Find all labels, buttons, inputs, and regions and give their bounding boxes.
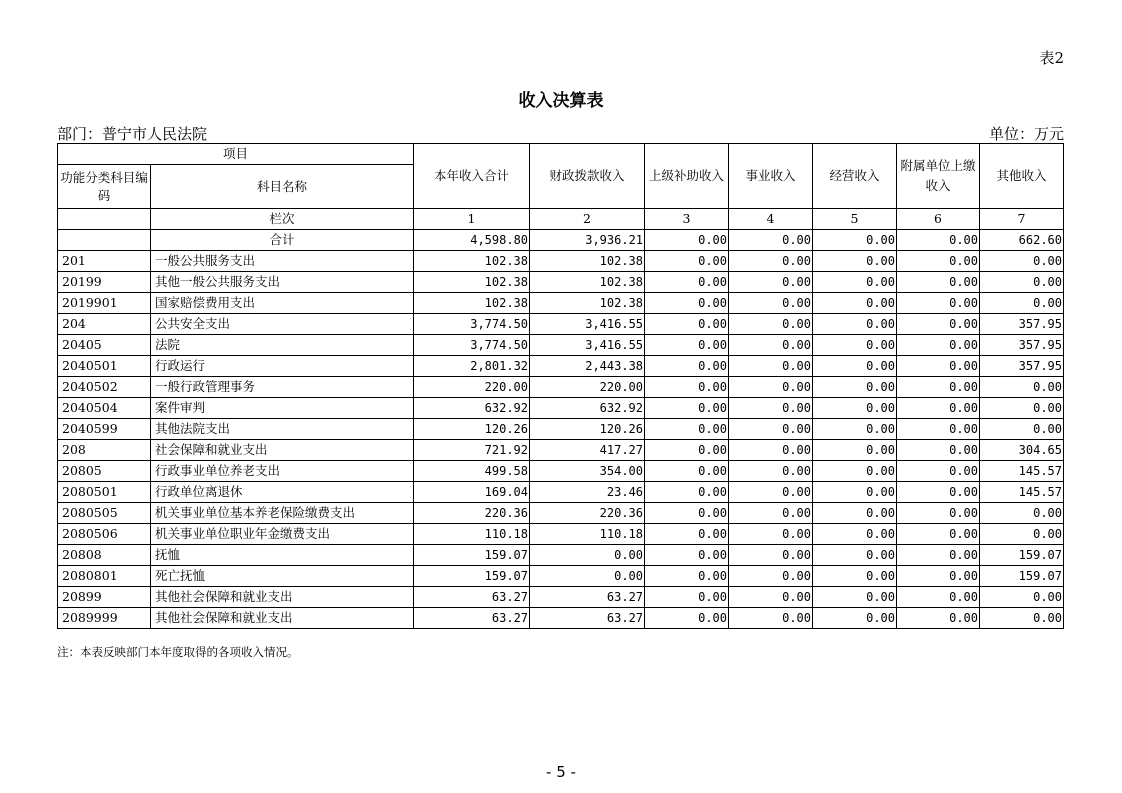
header-total: 本年收入合计 — [414, 144, 530, 209]
row-value: 0.00 — [897, 377, 980, 398]
row-value: 0.00 — [645, 524, 729, 545]
header-subsidy: 上级补助收入 — [645, 144, 729, 209]
row-code: 20199 — [58, 272, 151, 293]
row-code: 2080801 — [58, 566, 151, 587]
row-value: 145.57 — [980, 461, 1064, 482]
row-value: 499.58 — [414, 461, 530, 482]
row-value: 3,774.50 — [414, 314, 530, 335]
row-value: 0.00 — [980, 608, 1064, 629]
row-value: 0.00 — [813, 272, 897, 293]
row-value: 0.00 — [729, 440, 813, 461]
row-value: 0.00 — [897, 251, 980, 272]
row-value: 0.00 — [897, 293, 980, 314]
row-value: 0.00 — [813, 482, 897, 503]
column-number: 5 — [813, 209, 897, 230]
table-row — [58, 314, 1064, 335]
total-value: 0.00 — [729, 230, 813, 251]
row-value: 304.65 — [980, 440, 1064, 461]
total-value: 3,936.21 — [530, 230, 645, 251]
row-value: 0.00 — [813, 503, 897, 524]
row-value: 0.00 — [980, 503, 1064, 524]
row-value: 0.00 — [813, 440, 897, 461]
row-value: 0.00 — [645, 419, 729, 440]
row-value: 159.07 — [980, 566, 1064, 587]
row-code: 20899 — [58, 587, 151, 608]
row-name: 行政事业单位养老支出 — [151, 461, 414, 482]
row-name: 一般公共服务支出 — [151, 251, 414, 272]
row-value: 0.00 — [729, 293, 813, 314]
row-value: 0.00 — [897, 503, 980, 524]
table-number: 表2 — [1039, 49, 1064, 67]
row-value: 357.95 — [980, 314, 1064, 335]
row-value: 3,416.55 — [530, 335, 645, 356]
table-row — [58, 503, 1064, 524]
total-value: 0.00 — [897, 230, 980, 251]
lanci-blank — [58, 209, 151, 230]
table-note: 注：本表反映部门本年度取得的各项收入情况。 — [57, 645, 299, 659]
table-row — [58, 545, 1064, 566]
header-name: 科目名称 — [151, 165, 414, 209]
row-value: 0.00 — [897, 461, 980, 482]
row-name: 其他社会保障和就业支出 — [151, 608, 414, 629]
column-number: 6 — [897, 209, 980, 230]
row-code: 2089999 — [58, 608, 151, 629]
row-value: 0.00 — [645, 251, 729, 272]
header-fiscal: 财政拨款收入 — [530, 144, 645, 209]
row-value: 0.00 — [645, 356, 729, 377]
row-code: 2080501 — [58, 482, 151, 503]
row-name: 一般行政管理事务 — [151, 377, 414, 398]
row-value: 0.00 — [729, 377, 813, 398]
row-value: 0.00 — [645, 440, 729, 461]
row-value: 0.00 — [645, 398, 729, 419]
row-value: 0.00 — [729, 314, 813, 335]
total-label: 合计 — [151, 230, 414, 251]
row-value: 0.00 — [813, 545, 897, 566]
unit-label: 单位：万元 — [988, 125, 1064, 143]
row-value: 0.00 — [813, 335, 897, 356]
row-code: 2040501 — [58, 356, 151, 377]
row-value: 354.00 — [530, 461, 645, 482]
row-value: 0.00 — [645, 608, 729, 629]
table-row — [58, 251, 1064, 272]
row-value: 120.26 — [530, 419, 645, 440]
row-name: 机关事业单位职业年金缴费支出 — [151, 524, 414, 545]
row-value: 0.00 — [813, 608, 897, 629]
row-value: 63.27 — [414, 608, 530, 629]
row-name: 行政单位离退休 — [151, 482, 414, 503]
header-code: 功能分类科目编码 — [58, 165, 151, 209]
table-row — [58, 335, 1064, 356]
row-value: 0.00 — [897, 272, 980, 293]
row-code: 20805 — [58, 461, 151, 482]
row-value: 357.95 — [980, 356, 1064, 377]
row-value: 417.27 — [530, 440, 645, 461]
row-value: 632.92 — [530, 398, 645, 419]
row-code: 2080505 — [58, 503, 151, 524]
column-number: 2 — [530, 209, 645, 230]
row-value: 102.38 — [530, 293, 645, 314]
row-value: 120.26 — [414, 419, 530, 440]
row-name: 抚恤 — [151, 545, 414, 566]
row-value: 0.00 — [813, 314, 897, 335]
row-value: 0.00 — [897, 545, 980, 566]
row-value: 0.00 — [729, 398, 813, 419]
row-value: 2,443.38 — [530, 356, 645, 377]
row-value: 63.27 — [530, 608, 645, 629]
row-value: 0.00 — [530, 566, 645, 587]
row-name: 机关事业单位基本养老保险缴费支出 — [151, 503, 414, 524]
row-value: 0.00 — [729, 482, 813, 503]
row-value: 0.00 — [897, 524, 980, 545]
row-value: 63.27 — [530, 587, 645, 608]
row-value: 0.00 — [530, 545, 645, 566]
row-value: 0.00 — [729, 566, 813, 587]
row-value: 3,416.55 — [530, 314, 645, 335]
row-value: 0.00 — [813, 524, 897, 545]
row-value: 0.00 — [897, 566, 980, 587]
row-value: 102.38 — [414, 251, 530, 272]
table-row — [58, 398, 1064, 419]
row-code: 20808 — [58, 545, 151, 566]
row-code: 204 — [58, 314, 151, 335]
row-code: 208 — [58, 440, 151, 461]
row-value: 0.00 — [729, 251, 813, 272]
row-value: 159.07 — [980, 545, 1064, 566]
row-value: 102.38 — [530, 251, 645, 272]
table-row — [58, 440, 1064, 461]
row-value: 0.00 — [813, 398, 897, 419]
table-row — [58, 608, 1064, 629]
row-value: 0.00 — [645, 335, 729, 356]
header-lanci: 栏次 — [151, 209, 414, 230]
table-row — [58, 293, 1064, 314]
table-row — [58, 566, 1064, 587]
row-value: 0.00 — [813, 377, 897, 398]
total-value: 662.60 — [980, 230, 1064, 251]
table-row — [58, 272, 1064, 293]
row-name: 案件审判 — [151, 398, 414, 419]
row-value: 102.38 — [414, 272, 530, 293]
row-name: 公共安全支出 — [151, 314, 414, 335]
row-value: 0.00 — [980, 377, 1064, 398]
total-value: 4,598.80 — [414, 230, 530, 251]
row-value: 0.00 — [645, 503, 729, 524]
column-number: 7 — [980, 209, 1064, 230]
row-value: 0.00 — [729, 356, 813, 377]
row-value: 220.00 — [530, 377, 645, 398]
row-value: 0.00 — [980, 419, 1064, 440]
row-code: 2080506 — [58, 524, 151, 545]
row-value: 0.00 — [897, 587, 980, 608]
row-value: 0.00 — [813, 419, 897, 440]
row-value: 2,801.32 — [414, 356, 530, 377]
header-affiliated: 附属单位上缴收入 — [897, 144, 980, 209]
row-name: 行政运行 — [151, 356, 414, 377]
row-value: 63.27 — [414, 587, 530, 608]
row-value: 0.00 — [645, 482, 729, 503]
row-value: 0.00 — [980, 398, 1064, 419]
row-value: 0.00 — [645, 545, 729, 566]
row-name: 其他社会保障和就业支出 — [151, 587, 414, 608]
row-value: 0.00 — [729, 272, 813, 293]
row-value: 0.00 — [645, 377, 729, 398]
row-value: 3,774.50 — [414, 335, 530, 356]
row-value: 0.00 — [897, 440, 980, 461]
row-value: 0.00 — [813, 461, 897, 482]
row-value: 0.00 — [645, 587, 729, 608]
row-value: 0.00 — [897, 398, 980, 419]
row-value: 0.00 — [729, 587, 813, 608]
row-code: 2019901 — [58, 293, 151, 314]
total-value: 0.00 — [645, 230, 729, 251]
row-value: 0.00 — [729, 503, 813, 524]
row-value: 0.00 — [897, 419, 980, 440]
total-value: 0.00 — [813, 230, 897, 251]
row-value: 169.04 — [414, 482, 530, 503]
row-name: 死亡抚恤 — [151, 566, 414, 587]
row-code: 2040599 — [58, 419, 151, 440]
row-name: 其他法院支出 — [151, 419, 414, 440]
row-value: 0.00 — [813, 566, 897, 587]
total-row — [58, 230, 1064, 251]
row-value: 0.00 — [980, 524, 1064, 545]
page-number: - 5 - — [546, 763, 576, 781]
row-value: 0.00 — [645, 314, 729, 335]
table-row — [58, 377, 1064, 398]
header-business: 事业收入 — [729, 144, 813, 209]
total-code-blank — [58, 230, 151, 251]
header-other: 其他收入 — [980, 144, 1064, 209]
row-value: 0.00 — [645, 461, 729, 482]
row-value: 0.00 — [897, 314, 980, 335]
table-row — [58, 419, 1064, 440]
row-value: 721.92 — [414, 440, 530, 461]
row-value: 0.00 — [980, 587, 1064, 608]
row-value: 0.00 — [897, 356, 980, 377]
row-value: 0.00 — [980, 272, 1064, 293]
row-code: 201 — [58, 251, 151, 272]
row-value: 0.00 — [813, 251, 897, 272]
header-operating: 经营收入 — [813, 144, 897, 209]
row-value: 0.00 — [813, 293, 897, 314]
row-value: 0.00 — [980, 251, 1064, 272]
row-value: 159.07 — [414, 545, 530, 566]
row-value: 110.18 — [414, 524, 530, 545]
row-value: 102.38 — [414, 293, 530, 314]
row-value: 0.00 — [645, 566, 729, 587]
row-value: 145.57 — [980, 482, 1064, 503]
column-number: 3 — [645, 209, 729, 230]
table-row — [58, 356, 1064, 377]
row-code: 20405 — [58, 335, 151, 356]
row-value: 102.38 — [530, 272, 645, 293]
row-name: 其他一般公共服务支出 — [151, 272, 414, 293]
row-value: 0.00 — [729, 419, 813, 440]
row-value: 220.36 — [414, 503, 530, 524]
row-value: 0.00 — [813, 356, 897, 377]
table-row — [58, 587, 1064, 608]
row-name: 社会保障和就业支出 — [151, 440, 414, 461]
income-table — [57, 143, 1064, 629]
row-name: 法院 — [151, 335, 414, 356]
page-title: 收入决算表 — [518, 91, 604, 111]
row-value: 357.95 — [980, 335, 1064, 356]
table-row — [58, 524, 1064, 545]
row-code: 2040502 — [58, 377, 151, 398]
row-value: 23.46 — [530, 482, 645, 503]
row-value: 0.00 — [813, 587, 897, 608]
row-value: 0.00 — [729, 335, 813, 356]
table-row — [58, 461, 1064, 482]
table-row — [58, 482, 1064, 503]
row-value: 220.00 — [414, 377, 530, 398]
row-value: 0.00 — [980, 293, 1064, 314]
row-name: 国家赔偿费用支出 — [151, 293, 414, 314]
department-label: 部门：普宁市人民法院 — [57, 125, 208, 143]
column-number: 4 — [729, 209, 813, 230]
row-value: 159.07 — [414, 566, 530, 587]
row-value: 220.36 — [530, 503, 645, 524]
row-value: 0.00 — [897, 482, 980, 503]
row-value: 110.18 — [530, 524, 645, 545]
row-value: 632.92 — [414, 398, 530, 419]
row-value: 0.00 — [729, 545, 813, 566]
header-project: 项目 — [58, 144, 414, 165]
row-value: 0.00 — [729, 608, 813, 629]
column-number: 1 — [414, 209, 530, 230]
row-value: 0.00 — [645, 293, 729, 314]
row-value: 0.00 — [645, 272, 729, 293]
row-value: 0.00 — [897, 335, 980, 356]
row-value: 0.00 — [729, 461, 813, 482]
row-code: 2040504 — [58, 398, 151, 419]
row-value: 0.00 — [729, 524, 813, 545]
row-value: 0.00 — [897, 608, 980, 629]
